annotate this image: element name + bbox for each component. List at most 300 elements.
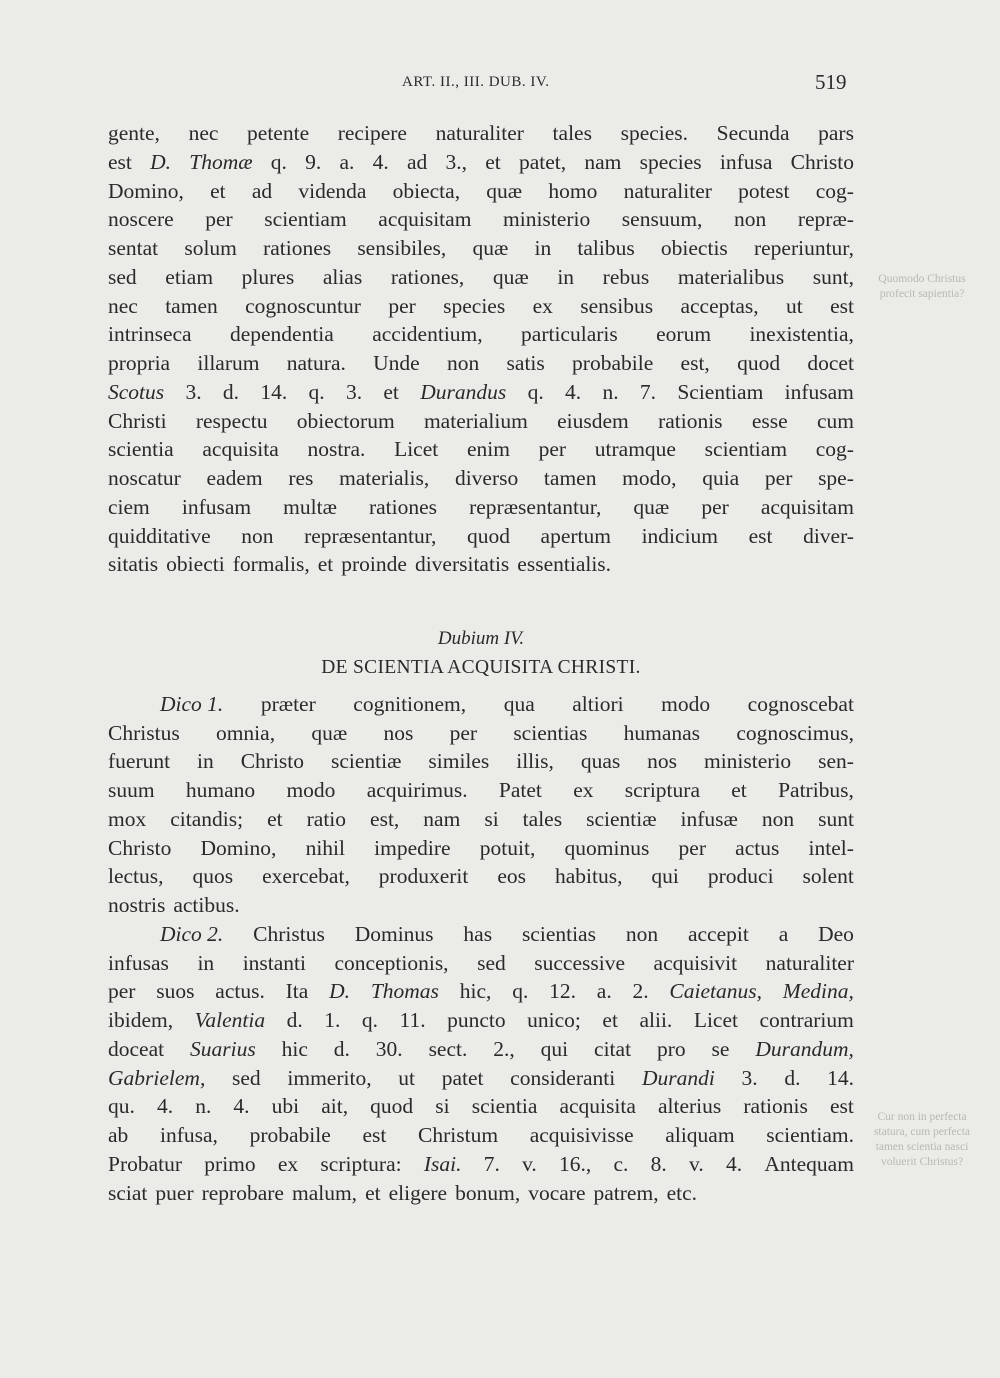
word: Caietanus, <box>669 979 762 1004</box>
text-line <box>108 464 854 493</box>
word: eos <box>497 864 526 889</box>
word: et <box>383 379 399 404</box>
word: quæ <box>472 236 509 260</box>
word: per <box>538 437 567 462</box>
word: sunt <box>818 806 854 831</box>
word: q. <box>270 149 287 174</box>
word: scriptura: <box>320 1151 402 1176</box>
word: nihil <box>305 835 345 860</box>
word: essentialis. <box>517 552 612 577</box>
word: 16., <box>559 1151 592 1176</box>
word: 9. <box>305 149 322 174</box>
text-line <box>108 205 854 234</box>
word: quas <box>580 749 621 774</box>
word: Christus <box>108 720 180 745</box>
word: Durandi <box>641 1065 715 1090</box>
word: est <box>362 1123 387 1147</box>
word: reperiuntur, <box>753 236 854 260</box>
word: rationes, <box>390 264 465 289</box>
word: D. <box>150 149 172 174</box>
word: obiecti <box>166 552 225 577</box>
word: 4. <box>565 379 582 404</box>
word: acquisita <box>559 1094 636 1119</box>
word: 4. <box>233 1094 250 1119</box>
word: 11. <box>399 1008 426 1032</box>
word: ut <box>786 293 803 318</box>
word: has <box>463 921 493 946</box>
paragraph-1 <box>108 119 854 579</box>
word: nec <box>188 121 219 145</box>
word: quæ <box>311 720 348 745</box>
word: sciat <box>108 1180 148 1205</box>
word: scientiam <box>264 207 347 232</box>
word: accepit <box>687 921 749 946</box>
word: d. <box>333 1036 350 1061</box>
text-line <box>108 1150 854 1179</box>
word: quæ <box>633 494 670 519</box>
word: in <box>197 950 215 975</box>
word: exercebat, <box>262 864 350 889</box>
word: tales <box>552 121 592 145</box>
word: acquisivisse <box>529 1123 634 1147</box>
word: præter <box>260 691 316 716</box>
text-line <box>108 522 854 551</box>
word: si <box>435 1094 450 1119</box>
word: puer <box>155 1180 194 1205</box>
word: 2. <box>632 979 649 1004</box>
word: naturaliter <box>765 950 854 975</box>
word: et <box>210 178 226 203</box>
word: a. <box>339 149 355 174</box>
word: per <box>108 979 136 1004</box>
word: patet <box>441 1065 484 1090</box>
word: res <box>288 466 314 490</box>
word: suum <box>108 778 155 802</box>
word: nostris <box>108 893 166 917</box>
word: ad <box>406 149 428 174</box>
dubium-heading: Dubium IV. <box>437 628 525 649</box>
word: citandis; <box>170 806 244 831</box>
word: contrarium <box>759 1008 854 1032</box>
word: acceptas, <box>680 293 759 318</box>
word: Probatur <box>108 1151 183 1176</box>
word: non <box>241 523 274 548</box>
text-line <box>108 234 854 263</box>
word: scriptura <box>624 778 700 802</box>
word: Medina, <box>782 979 854 1004</box>
word: ministerio <box>503 207 591 232</box>
word: petente <box>247 121 310 145</box>
word: potest <box>738 178 790 203</box>
word: et <box>485 149 501 174</box>
word: v. <box>522 1151 537 1176</box>
text-line <box>108 977 854 1006</box>
word: in <box>534 236 552 260</box>
word: sect. <box>428 1036 468 1061</box>
word: Scientiam <box>677 379 764 404</box>
word: particularis <box>521 322 618 347</box>
text-line <box>108 378 854 407</box>
word: reprobare <box>201 1180 284 1205</box>
text-line <box>108 1006 854 1035</box>
word: sensibiles, <box>357 236 447 260</box>
text-line <box>108 407 854 436</box>
word: nam <box>584 149 622 174</box>
word: infusas <box>108 950 169 975</box>
word: obiectorum <box>296 408 395 433</box>
word: infusæ <box>680 806 738 831</box>
page-number: 519 <box>815 70 847 94</box>
word: dependentia <box>229 322 334 347</box>
word: indicium <box>641 523 719 548</box>
word: actus <box>735 835 780 860</box>
word: impedire <box>374 835 451 860</box>
word: repræsentantur, <box>469 494 602 519</box>
word: 4. <box>372 149 389 174</box>
word: se <box>711 1036 730 1061</box>
word: repræsentantur, <box>304 523 437 548</box>
word: diversitatis <box>414 552 510 577</box>
text-line <box>108 862 854 891</box>
word: Valentia <box>194 1008 266 1032</box>
word: quæ <box>486 178 523 203</box>
word: Dico 1. <box>160 691 224 716</box>
word: qui <box>540 1036 569 1061</box>
word: Deo <box>818 921 854 946</box>
word: patrem, <box>593 1180 659 1205</box>
word: 14. <box>260 379 288 404</box>
word: Christo <box>790 149 854 174</box>
word: altiori <box>572 691 624 716</box>
text-line <box>108 1179 854 1208</box>
word: tamen <box>543 466 597 490</box>
word: Christi <box>108 408 167 433</box>
body-text <box>108 119 854 1207</box>
word: 30. <box>375 1036 403 1061</box>
word: cognitionem, <box>353 691 467 716</box>
word: eiusdem <box>557 408 629 433</box>
word: Licet <box>394 437 439 462</box>
word: ait, <box>321 1094 349 1119</box>
word: sed <box>232 1065 261 1090</box>
word: per <box>701 494 729 519</box>
word: solent <box>802 864 854 889</box>
word: d. <box>286 1008 303 1032</box>
section-heading: DE SCIENTIA ACQUISITA CHRISTI. <box>321 656 641 678</box>
word: cognoscebat <box>747 691 854 716</box>
word: Antequam <box>764 1151 854 1176</box>
word: illis, <box>516 749 554 774</box>
word: plures <box>241 264 295 289</box>
word: infusam <box>784 379 854 404</box>
word: Dico 2. <box>160 921 224 946</box>
word: non <box>625 921 659 946</box>
word: quidditative <box>108 523 211 548</box>
word: obiecta, <box>392 178 461 203</box>
word: est <box>830 293 854 318</box>
word: scientia <box>108 437 174 462</box>
bleed-through-margin-note-1: Quomodo Christus profecit sapientia? <box>878 273 966 300</box>
word: non <box>447 351 480 375</box>
word: a. <box>596 979 612 1004</box>
word: Patet <box>498 778 542 802</box>
word: ex <box>573 778 594 802</box>
word: multæ <box>283 494 337 519</box>
word: si <box>484 806 499 831</box>
word: Domino, <box>108 178 184 203</box>
word: materialibus <box>677 264 785 289</box>
word: doceat <box>108 1036 165 1061</box>
text-line <box>108 119 854 148</box>
word: acquisita <box>202 437 279 462</box>
text-line <box>108 1035 854 1064</box>
word: spe- <box>818 466 854 490</box>
word: in <box>197 749 214 774</box>
word: quos <box>192 864 234 889</box>
word: quod <box>466 523 510 548</box>
word: naturaliter <box>435 121 524 145</box>
word: inexistentia, <box>749 322 854 347</box>
word: scientiam. <box>766 1123 854 1147</box>
word: quod <box>370 1094 414 1119</box>
word: acquirimus. <box>366 778 468 802</box>
text-line <box>108 148 854 177</box>
word: lectus, <box>108 864 164 889</box>
word: per <box>764 466 793 490</box>
word: nos <box>647 749 678 774</box>
word: Christus <box>253 921 325 946</box>
word: v. <box>689 1151 704 1176</box>
word: habitus, <box>554 864 623 889</box>
text-line <box>108 1121 854 1150</box>
word: videnda <box>298 178 367 203</box>
word: cum <box>816 408 854 433</box>
text-line <box>108 263 854 292</box>
word: scientiæ <box>586 806 657 831</box>
word: non <box>734 207 767 232</box>
word: Scotus <box>108 379 165 404</box>
word: hic, <box>459 979 492 1004</box>
word: propria <box>108 351 171 375</box>
word: scientiæ <box>330 749 402 774</box>
word: homo <box>548 178 598 203</box>
word: consideranti <box>510 1065 616 1090</box>
word: utramque <box>594 437 676 462</box>
paragraph-2 <box>108 690 854 920</box>
word: puncto <box>447 1008 506 1032</box>
text-line <box>108 320 854 349</box>
word: vocare <box>528 1180 586 1205</box>
text-line <box>108 550 854 579</box>
word: naturaliter <box>623 178 712 203</box>
text-line <box>108 1064 854 1093</box>
word: quia <box>702 466 740 490</box>
text-line <box>108 435 854 464</box>
word: ciem <box>108 494 150 519</box>
word: q. <box>361 1008 378 1032</box>
word: nam <box>423 806 461 831</box>
word: ibidem, <box>108 1008 174 1032</box>
word: per <box>388 293 416 318</box>
word: ex <box>277 1151 299 1176</box>
word: nos <box>383 720 414 745</box>
word: ad <box>251 178 273 203</box>
word: 2., <box>493 1036 515 1061</box>
word: 4. <box>726 1151 743 1176</box>
word: diver- <box>803 523 854 548</box>
word: pro <box>656 1036 686 1061</box>
word: 3. <box>345 379 363 404</box>
word: noscatur <box>108 466 181 490</box>
word: Ita <box>285 979 309 1004</box>
word: rationes <box>263 236 332 260</box>
word: sen- <box>818 749 854 774</box>
running-head-title: ART. II., III. DUB. IV. <box>402 74 550 90</box>
word: conceptionis, <box>334 950 449 975</box>
word: d. <box>222 379 240 404</box>
word: n. <box>195 1094 212 1119</box>
word: intel- <box>808 835 854 860</box>
word: cognoscimus, <box>736 720 854 745</box>
word: actibus. <box>173 893 240 917</box>
word: patet, <box>518 149 567 174</box>
word: potuit, <box>479 835 536 860</box>
word: species <box>639 149 702 174</box>
word: a <box>778 921 789 946</box>
word: instanti <box>242 950 306 975</box>
word: per <box>449 720 478 745</box>
word: noscere <box>108 207 174 232</box>
word: et <box>602 1008 618 1032</box>
word: modo <box>661 691 711 716</box>
word: ministerio <box>703 749 792 774</box>
word: eorum <box>656 322 712 347</box>
word: rationes <box>368 494 438 519</box>
word: primo <box>204 1151 256 1176</box>
word: tales <box>522 806 563 831</box>
word: Isai. <box>423 1151 462 1176</box>
word: natura. <box>286 351 346 375</box>
word: citat <box>594 1036 632 1061</box>
word: Thomæ <box>189 149 253 174</box>
word: species <box>443 293 506 318</box>
word: nec <box>108 293 138 318</box>
word: non <box>761 806 795 831</box>
word: q. <box>527 379 544 404</box>
word: et <box>731 778 747 802</box>
word: Secunda <box>716 121 790 145</box>
word: sensuum, <box>621 207 703 232</box>
word: Suarius <box>190 1036 256 1061</box>
word: alias <box>322 264 363 289</box>
word: scientias <box>521 921 596 946</box>
word: obiectis <box>660 236 728 260</box>
word: materialis, <box>339 466 430 490</box>
word: sentat <box>108 236 159 260</box>
word: sitatis <box>108 552 159 577</box>
word: immerito, <box>287 1065 372 1090</box>
text-line <box>108 292 854 321</box>
word: probabile <box>249 1123 331 1147</box>
word: acquisitam <box>378 207 472 232</box>
word: quæ <box>492 264 529 289</box>
word: humanas <box>623 720 701 745</box>
word: hic <box>281 1036 308 1061</box>
word: d. <box>784 1065 801 1090</box>
text-line <box>108 834 854 863</box>
word: solum <box>184 236 237 260</box>
word: et <box>267 806 283 831</box>
word: cog- <box>815 178 854 203</box>
text-line <box>108 747 854 776</box>
word: probabile <box>572 351 654 375</box>
word: scientia <box>471 1094 538 1119</box>
word: infusa <box>719 149 773 174</box>
word: accidentium, <box>372 322 483 347</box>
word: repræ- <box>797 207 854 232</box>
text-line <box>108 776 854 805</box>
word: quod <box>737 351 781 375</box>
word: 1. <box>324 1008 341 1032</box>
word: suos <box>156 979 195 1004</box>
word: D. <box>329 979 351 1004</box>
word: Thomas <box>370 979 439 1004</box>
word: rationis <box>658 408 723 433</box>
word: 3. <box>741 1065 758 1090</box>
word: qua <box>503 691 535 716</box>
word: ex <box>532 293 553 318</box>
word: respectu <box>195 408 268 433</box>
text-line <box>108 493 854 522</box>
word: Gabrielem, <box>108 1065 206 1090</box>
word: eadem <box>206 466 263 490</box>
word: sed <box>477 950 506 975</box>
word: 4. <box>156 1094 174 1119</box>
word: est <box>748 523 773 548</box>
word: infusa, <box>159 1123 218 1147</box>
word: Patribus, <box>778 778 854 802</box>
word: illarum <box>197 351 260 375</box>
word: qui <box>651 864 679 889</box>
word: eligere <box>388 1180 448 1205</box>
text-line <box>108 177 854 206</box>
word: 3. <box>185 379 202 404</box>
word: etc. <box>666 1180 698 1205</box>
word: rebus <box>602 264 650 289</box>
word: qu. <box>108 1094 135 1119</box>
word: nostra. <box>307 437 366 462</box>
word: cognoscuntur <box>245 293 361 318</box>
word: omnia, <box>215 720 276 745</box>
word: q. <box>512 979 529 1004</box>
word: scientiam <box>704 437 788 462</box>
word: Christum <box>418 1123 499 1147</box>
word: alii. <box>639 1008 673 1032</box>
word: esse <box>751 408 788 433</box>
word: est <box>108 149 132 174</box>
word: unico; <box>527 1008 581 1032</box>
word: q. <box>308 379 325 404</box>
word: ut <box>398 1065 415 1090</box>
word: 14. <box>827 1065 854 1090</box>
text-line <box>108 891 854 920</box>
word: rationis <box>743 1094 808 1119</box>
word: et <box>317 552 334 577</box>
word: apertum <box>540 523 611 548</box>
word: malum, <box>291 1180 358 1205</box>
word: ab <box>108 1123 129 1147</box>
text-line <box>108 920 854 949</box>
